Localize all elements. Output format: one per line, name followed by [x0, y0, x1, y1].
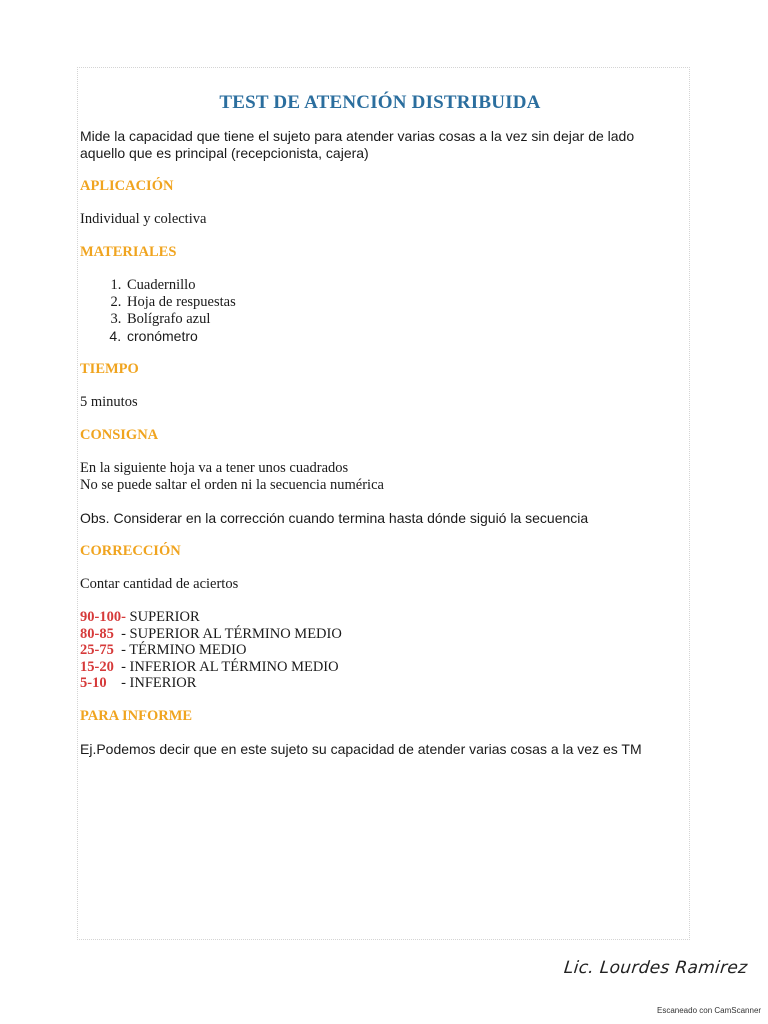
list-item: 4. cronómetro: [125, 328, 680, 345]
list-item: 2. Hoja de respuestas: [125, 294, 680, 311]
tiempo-text: 5 minutos: [80, 394, 138, 410]
score-label: - INFERIOR AL TÉRMINO MEDIO: [113, 658, 339, 675]
aplicacion-text: Individual y colectiva: [80, 211, 207, 227]
score-row: [80, 675, 680, 692]
score-row: [80, 659, 680, 676]
score-range: 80-85: [80, 625, 114, 642]
score-row: [80, 642, 680, 659]
score-label: - TÉRMINO MEDIO: [113, 642, 247, 658]
score-label: SUPERIOR: [125, 609, 200, 625]
correccion-heading: CORRECCIÓN: [80, 543, 181, 559]
consigna-line-2: No se puede saltar el orden ni la secuencia numérica: [80, 477, 384, 493]
score-range: 15-20: [80, 658, 114, 675]
list-item: 1. Cuadernillo: [125, 277, 680, 294]
document-content: [80, 92, 680, 758]
consigna-line-1: En la siguiente hoja va a tener unos cuadrados: [80, 460, 349, 476]
score-row: [80, 609, 680, 626]
score-range: 25-75: [80, 642, 114, 658]
correccion-text: Contar cantidad de aciertos: [80, 576, 239, 592]
score-row: [80, 626, 680, 643]
tiempo-heading: TIEMPO: [80, 361, 139, 377]
informe-heading: PARA INFORME: [80, 707, 193, 724]
consigna-heading: CONSIGNA: [80, 427, 159, 443]
list-item: 3. Bolígrafo azul: [125, 311, 680, 328]
intro-text: Mide la capacidad que tiene el sujeto para atender varias cosas a la vez sin dejar de lado aquello que es principal (recepcionista, cajera): [80, 128, 635, 161]
signature: Lic. Lourdes Ramirez: [562, 958, 749, 978]
aplicacion-heading: APLICACIÓN: [80, 178, 174, 194]
scanner-watermark: Escaneado con CamScanner: [657, 1006, 762, 1015]
materials-list: [80, 277, 680, 345]
score-label: - INFERIOR: [106, 675, 197, 691]
informe-text: Ej.Podemos decir que en este sujeto su capacidad de atender varias cosas a la vez es TM: [80, 740, 642, 757]
page-title: TEST DE ATENCIÓN DISTRIBUIDA: [219, 92, 541, 113]
consigna-obs: Obs. Considerar en la corrección cuando termina hasta dónde siguió la secuencia: [80, 510, 589, 526]
materiales-heading: MATERIALES: [80, 244, 177, 260]
score-label: - SUPERIOR AL TÉRMINO MEDIO: [113, 625, 342, 642]
score-range: 90-100-: [80, 609, 126, 625]
score-range: 5-10: [80, 675, 107, 691]
